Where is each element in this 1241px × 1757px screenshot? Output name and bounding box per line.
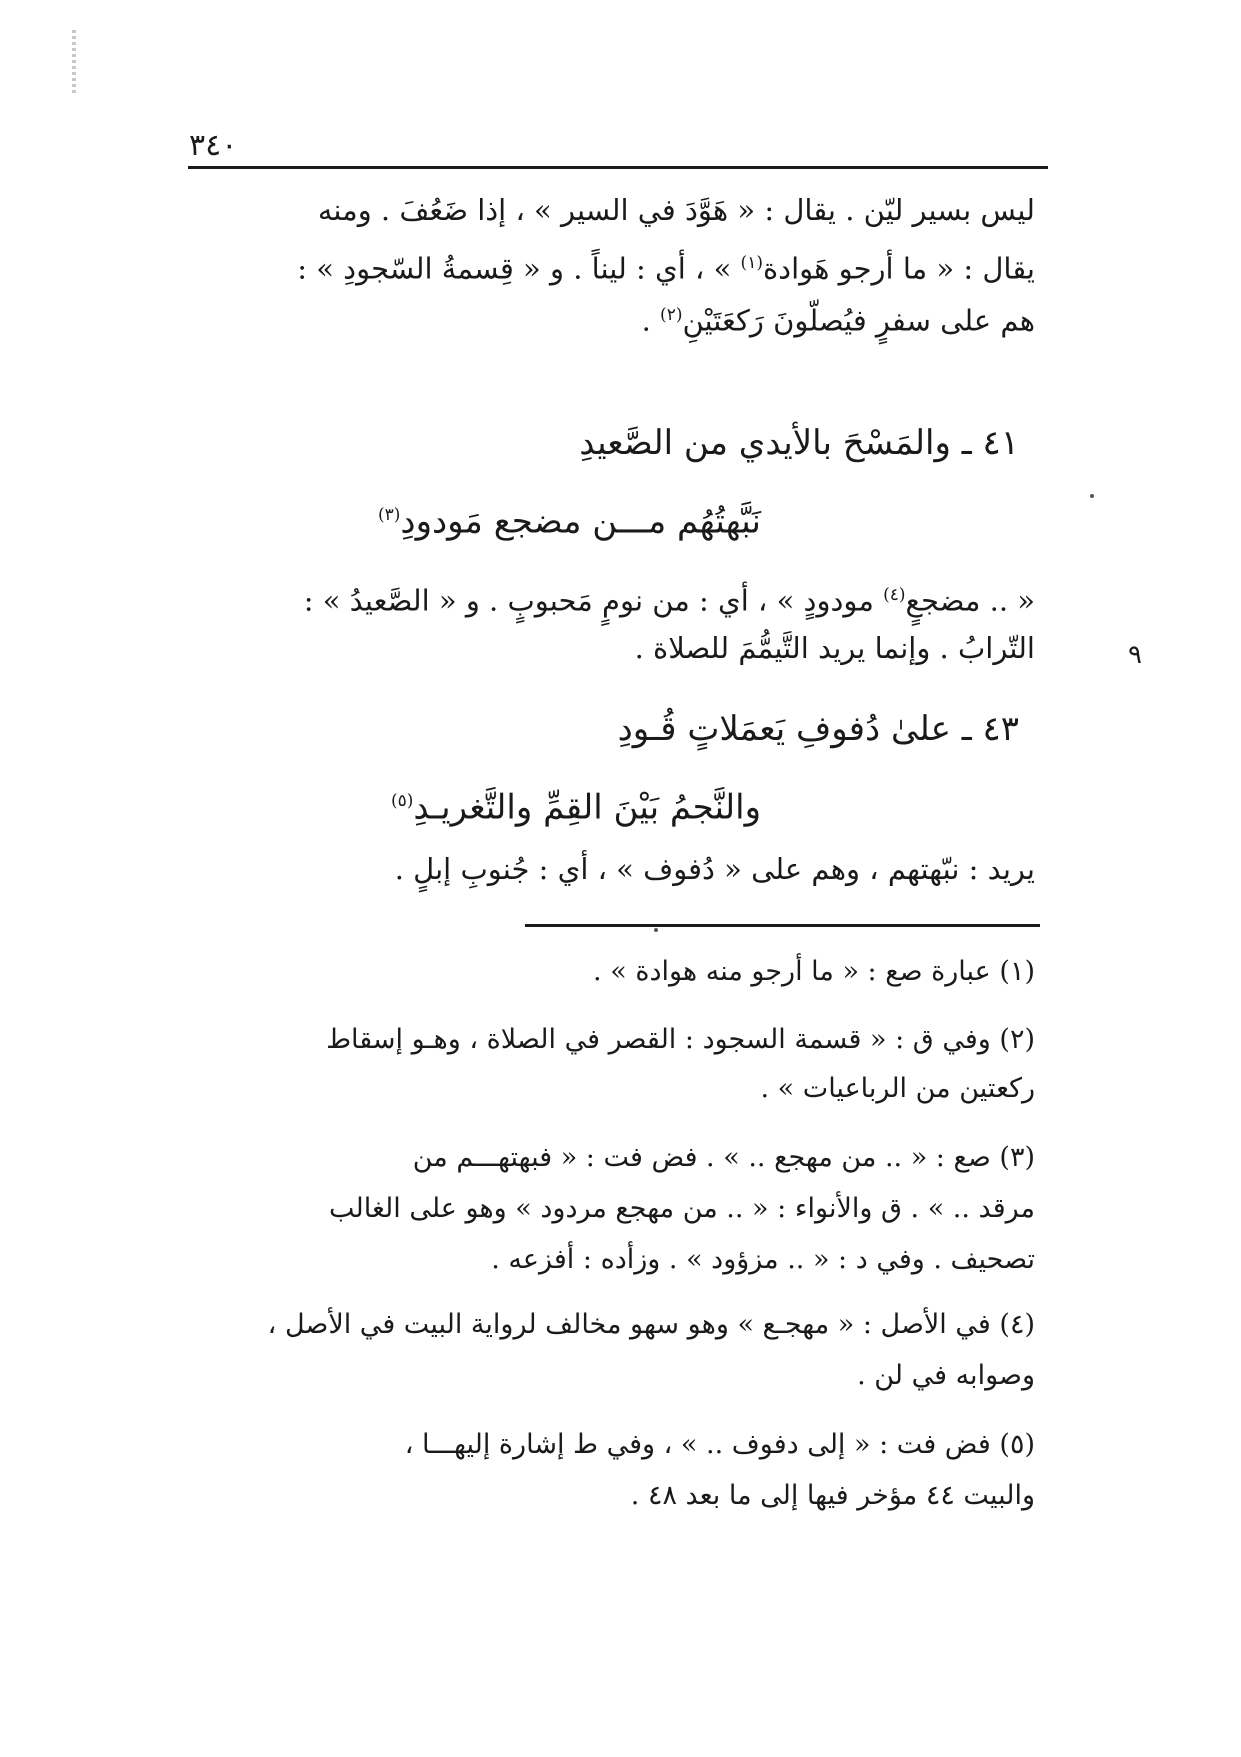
prose-2-line-1: [200, 572, 1035, 624]
prose-line-3a: هم على سفرٍ فيُصلّونَ رَكعَتَيْنِ: [682, 303, 1035, 338]
scan-artifact: [72, 30, 76, 94]
prose-2-line-1a: « .. مضجعٍ: [905, 583, 1035, 618]
footnote-ref-1: (١): [740, 253, 763, 273]
footnote-5-text: فض فت : « إلى دفوف .. » ، وفي ط إشارة إليهـــا ،: [404, 1429, 991, 1460]
footnote-4-label: (٤): [999, 1309, 1035, 1340]
prose-line-2a: يقال : « ما أرجو هَوادة: [762, 251, 1035, 286]
footnote-3-line-2: مرقد .. » . ق والأنواء : « .. من مهجع مردود » وهو على الغالب: [329, 1193, 1035, 1224]
speck: [654, 928, 658, 932]
prose-line-1: ليس بسير ليّن . يقال : « هَوَّدَ في السير » ، إذا ضَعُفَ . ومنه: [317, 193, 1035, 227]
verse-43-second-hemistich: [391, 778, 761, 830]
prose-line-2: [200, 240, 1035, 292]
footnote-2-text: وفي ق : « قسمة السجود : القصر في الصلاة ، وهـو إسقاط: [326, 1024, 991, 1055]
footnote-4-text: في الأصل : « مهجـع » وهو سهو مخالف لرواية البيت في الأصل ،: [267, 1309, 991, 1340]
prose-2-line-1b: مودودٍ » ، أي : من نومٍ مَحبوبٍ . و « الصَّعيدُ » :: [303, 583, 884, 618]
footnote-3-label: (٣): [999, 1142, 1035, 1173]
footnote-3-line-3: تصحيف . وفي د : « .. مزؤود » . وزأده : أفزعه .: [491, 1244, 1035, 1275]
footnote-ref-2: (٢): [660, 305, 683, 325]
verse-41-first-hemistich: ٤١ ـ والمَسْحَ بالأيدي من الصَّعيدِ: [579, 423, 1019, 463]
footnote-5-line-1: [200, 1423, 1035, 1466]
prose-3: يريد : نبّهتهم ، وهم على « دُفوف » ، أي : جُنوبِ إبلٍ .: [394, 852, 1035, 886]
footnote-5-label: (٥): [999, 1429, 1035, 1460]
footnote-1-text: عبارة صع : « ما أرجو منه هوادة » .: [593, 956, 991, 987]
footnote-1-label: (١): [999, 956, 1035, 987]
footnote-rule: [525, 924, 1040, 927]
footnote-2-label: (٢): [999, 1024, 1035, 1055]
verse-41-second-text: نَبَّهتُهُم مـــن مضجع مَودودِ: [400, 501, 761, 542]
header-rule: [188, 166, 1048, 169]
verse-43-first-hemistich: ٤٣ ـ علىٰ دُفوفِ يَعمَلاتٍ قُـودِ: [617, 709, 1019, 749]
footnote-ref-4: (٤): [883, 585, 906, 605]
prose-line-2b: » ، أي : ليناً . و « قِسمةُ السّجودِ » :: [297, 251, 741, 286]
footnote-ref-3: (٣): [378, 505, 401, 525]
footnote-4-line-1: [200, 1303, 1035, 1346]
verse-41-second-hemistich: [378, 492, 761, 544]
footnote-ref-5: (٥): [390, 791, 414, 811]
speck: [1090, 494, 1094, 498]
prose-2-line-2: التّرابُ . وإنما يريد التَّيمُّمَ للصلاة .: [634, 631, 1035, 665]
footnote-2-line-1: [200, 1018, 1035, 1061]
footnote-5-line-2: والبيت ٤٤ مؤخر فيها إلى ما بعد ٤٨ .: [630, 1480, 1035, 1511]
verse-43-second-text: والنَّجمُ بَيْنَ القِمِّ والتَّغريـدِ: [413, 787, 761, 828]
footnote-3-text: صع : « .. من مهجع .. » . فض فت : « فبهتهـــم من: [412, 1142, 991, 1173]
footnote-3-line-1: [200, 1136, 1035, 1179]
footnote-1-line-1: [200, 950, 1035, 993]
footnote-2-line-2: ركعتين من الرباعيات » .: [760, 1073, 1035, 1104]
prose-line-3b: .: [641, 303, 661, 338]
page-number: ٣٤٠: [189, 128, 238, 163]
footnote-4-line-2: وصوابه في لن .: [857, 1360, 1035, 1391]
margin-mark: ٩: [1128, 640, 1142, 670]
prose-line-3: [200, 292, 1035, 344]
